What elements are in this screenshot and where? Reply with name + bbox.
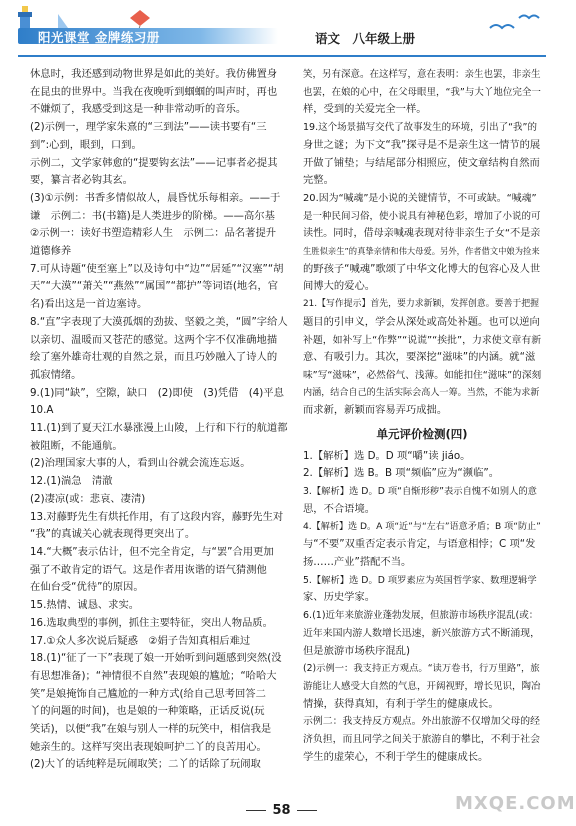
text-line: 11.(1)到了夏天江水暴涨漫上山陵，上行和下行的航道都 [30,422,288,435]
text-line: 近年来国内游人数增长迅速，新兴旅游方式不断涌现， [303,627,541,639]
text-line: 生胜似亲生”的真挚亲情和伟大母爱。另外，作者借文中娘为捡来 [303,246,540,257]
text-line: 笑，另有深意。在这样写，意在表明：亲生也罢，非亲生 [303,69,541,80]
text-line: 间博大的爱心。 [303,280,376,293]
text-line: 孤寂情绪。 [30,368,82,381]
text-line: 学生的虚荣心，不利于学生的健康成长。 [303,750,489,763]
text-line: 完整。 [303,174,334,187]
page-header [0,0,563,58]
page-number-text: 58 [272,803,291,818]
text-line: 名)看出这是一首边塞诗。 [30,298,148,311]
unit-test-answers [303,448,541,767]
text-line: 到”:心到，眼到，口到。 [30,138,142,151]
text-line: 要，纂言者必钩其玄。 [30,174,133,187]
text-line: 意、有吸引力。其次，要深挖“滋味”的内涵。就“滋 [303,351,536,364]
text-line: 不嫌烦了，我感受到这是一种非常动听的音乐。 [30,103,247,116]
section-title: 单元评价检测(四) [376,427,468,442]
text-line: 游能让人感受大自然的气息，开阔视野，增长见识，陶冶 [303,680,541,692]
text-line: 绘了塞外雄奇壮观的自然之景，而且巧妙融入了诗人的 [30,351,278,364]
text-line: 天”“大漠”“萧关”“燕然”“属国”“都护”等词语(地名，官 [30,280,279,293]
text-line: 笑”是娘掩饰自己尴尬的一种方式(给自己思考回答二 [30,687,266,700]
text-line: (2)示例一，理学家朱熹的“三到法”——读书要有“三 [30,121,267,134]
text-line: 开做了铺垫；与结尾部分相照应，使文章结构自然而 [303,156,540,169]
text-line: 思，不合语境。 [303,502,376,515]
text-line: (2)治理国家大事的人，看到山谷就会流连忘返。 [30,457,251,470]
text-line: 身世之谜；为下文“我”探寻是不是亲生这一情节的展 [303,138,541,151]
text-line: 样，受到的关爱完全一样。 [303,103,427,116]
subject-grade-label: 语文 八年级上册 [315,31,416,46]
text-line: 而求新，新颖而容易弄巧成拙。 [303,404,448,417]
text-line: 以亲切、温暖而又苍茫的感觉。这两个字不仅准确地描 [30,333,278,346]
header-rule [18,55,546,57]
text-line: 的野孩子“喊魂”歌颂了中华文化博大的包容心及人世 [303,262,541,275]
text-line: 道德修养 [30,245,72,258]
text-line: 19.这个场景描写交代了故事发生的环境，引出了“我”的 [303,122,537,134]
text-line: 休息时，我还感到动物世界是如此的美好。我仿佛置身 [30,68,278,80]
text-line: (2)大丫的话纯粹是玩闹取笑；二丫的话除了玩闹取 [30,758,261,771]
text-line: 6.(1)近年来旅游业蓬勃发展，但旅游市场秩序混乱(或： [303,610,539,622]
text-line: (2)示例一：我支持正方观点。“读万卷书，行万里路”，旅 [303,663,540,675]
text-line: 18.(1)“征了一下”表现了娘一开始听到问题感到突然(没 [30,652,282,665]
text-line: 有思想准备)；“神情很不自然”表现娘的尴尬；“哈哈大 [30,669,277,682]
text-line: 16.选取典型的事例，抓住主要特征，突出人物品质。 [30,616,273,629]
text-line: (2)凄凉(或：悲哀、凄清) [30,492,146,505]
text-line: 情操，获得真知，有利于学生的健康成长。 [303,697,499,710]
text-line: (3)①示例：书香多情似故人，晨昏忧乐每相亲。——于 [30,191,281,204]
right-column-answers [303,66,541,420]
text-line: 济负担，而且同学之间关于旅游自的攀比，不利于社会 [303,734,541,746]
text-line: 是一种民间习俗，使小说具有神秘色彩，增加了小说的可 [303,210,541,222]
series-title: 阳光课堂 金牌练习册 [38,30,160,45]
watermark: MXQE.COM [455,793,576,814]
right-column [303,66,541,766]
left-column [30,66,288,774]
text-line: 15.热情、诚恳、求实。 [30,599,140,612]
text-line: 12.(1)湍急 清澈 [30,475,113,488]
text-line: 示例二，文学家韩愈的“提要钩玄法”——记事者必提其 [30,156,278,169]
text-line: 补题，如补写上“作弊”“说谎”“挨批”，力求使文章有新 [303,334,542,346]
text-line: 14.“大概”表示估计，但不完全肯定，与“罢”合用更加 [30,545,274,558]
text-line: 扬……产业”搭配不当。 [303,555,412,568]
text-line: 21.【写作提示】首先，要力求新颖，发挥创意。要善于把握 [303,299,539,310]
text-line: 2.【解析】选 B。B 项“频临”应为“濒临”。 [303,467,499,480]
text-line: 10.A [30,404,54,417]
text-line: 7.可从诗题“使至塞上”以及诗句中“边”“居延”“汉塞”“胡 [30,262,284,275]
text-line: 读性。同时，借母亲喊魂表现对待非亲生子女“不是亲 [303,228,541,240]
text-line: 丫的问题的时间)，也是娘的一种策略，正话反说(玩 [30,705,265,718]
text-line: 9.(1)同“缺”，空隙，缺口 (2)即使 (3)凭借 (4)平息 [30,386,284,399]
text-line: 题目的引申义，学会从深处或高处补题。也可以逆向 [303,315,540,328]
text-line: 3.【解析】选 D。D 项“自惭形秽”表示自愧不如别人的意 [303,486,537,498]
text-line: 17.①众人多次说后疑惑 ②娟子告知真相后难过 [30,634,251,647]
text-line: 味”写“滋味”，必然俗气、浅薄。如能扣住“滋味”的深刻 [303,369,542,381]
text-line: 与“不要”双重否定表示肯定，与语意相悖；C 项“发 [303,538,536,551]
text-line: 也罢，在娘的心中，在父母眼里，“我”与大丫地位完全一 [303,86,541,98]
text-line: 20.因为“喊魂”是小说的关键情节，不可或缺。“喊魂” [303,192,537,204]
text-line: 5.【解析】选 D。D 项罗素应为英国哲学家、数理逻辑学 [303,574,537,586]
text-line: 1.【解析】选 D。D 项“嚼”读 jiáo。 [303,449,471,462]
text-line: 家、历史学家。 [303,591,376,604]
text-line: 但是旅游市场秩序混乱) [303,644,410,657]
text-line: 示例二：我支持反方观点。外出旅游不仅增加父母的经 [303,716,541,728]
birds-icon [485,10,545,40]
text-line: 在仙台受“优待”的原因。 [30,581,144,594]
text-line: 被阻断，不能通航。 [30,439,123,452]
text-line: 在昆虫的世界中。当我在夜晚听到蝈蝈的叫声时，再也 [30,85,278,98]
text-line: 内涵，结合自己的生活实际会高人一筹。当然，不能为求新 [303,387,540,398]
text-line: ②示例一：读好书塑造精彩人生 示例二：品名著提升 [30,227,277,240]
text-line: “我”的真诚关心就表现得更突出了。 [30,528,196,541]
text-line: 4.【解析】选 D。A 项“近”与“左右”语意矛盾；B 项“防止” [303,521,541,532]
text-line: 8.“直”字表现了大漠孤烟的劲拔、坚毅之美，“圆”字给人 [30,315,288,328]
text-line: 13.对藤野先生有烘托作用，有了这段内容，藤野先生对 [30,510,284,523]
text-line: 笑话)，以便“我”在娘与别人一样的玩笑中，相信我是 [30,723,272,736]
text-line: 她亲生的。这样写突出表现娘呵护二丫的良苦用心。 [30,740,267,753]
text-line: 谦 示例二：书(书籍)是人类进步的阶梯。——高尔基 [30,209,275,222]
text-line: 强了不敢肯定的语气。这是作者用诙谐的语气猜测他 [30,563,267,576]
